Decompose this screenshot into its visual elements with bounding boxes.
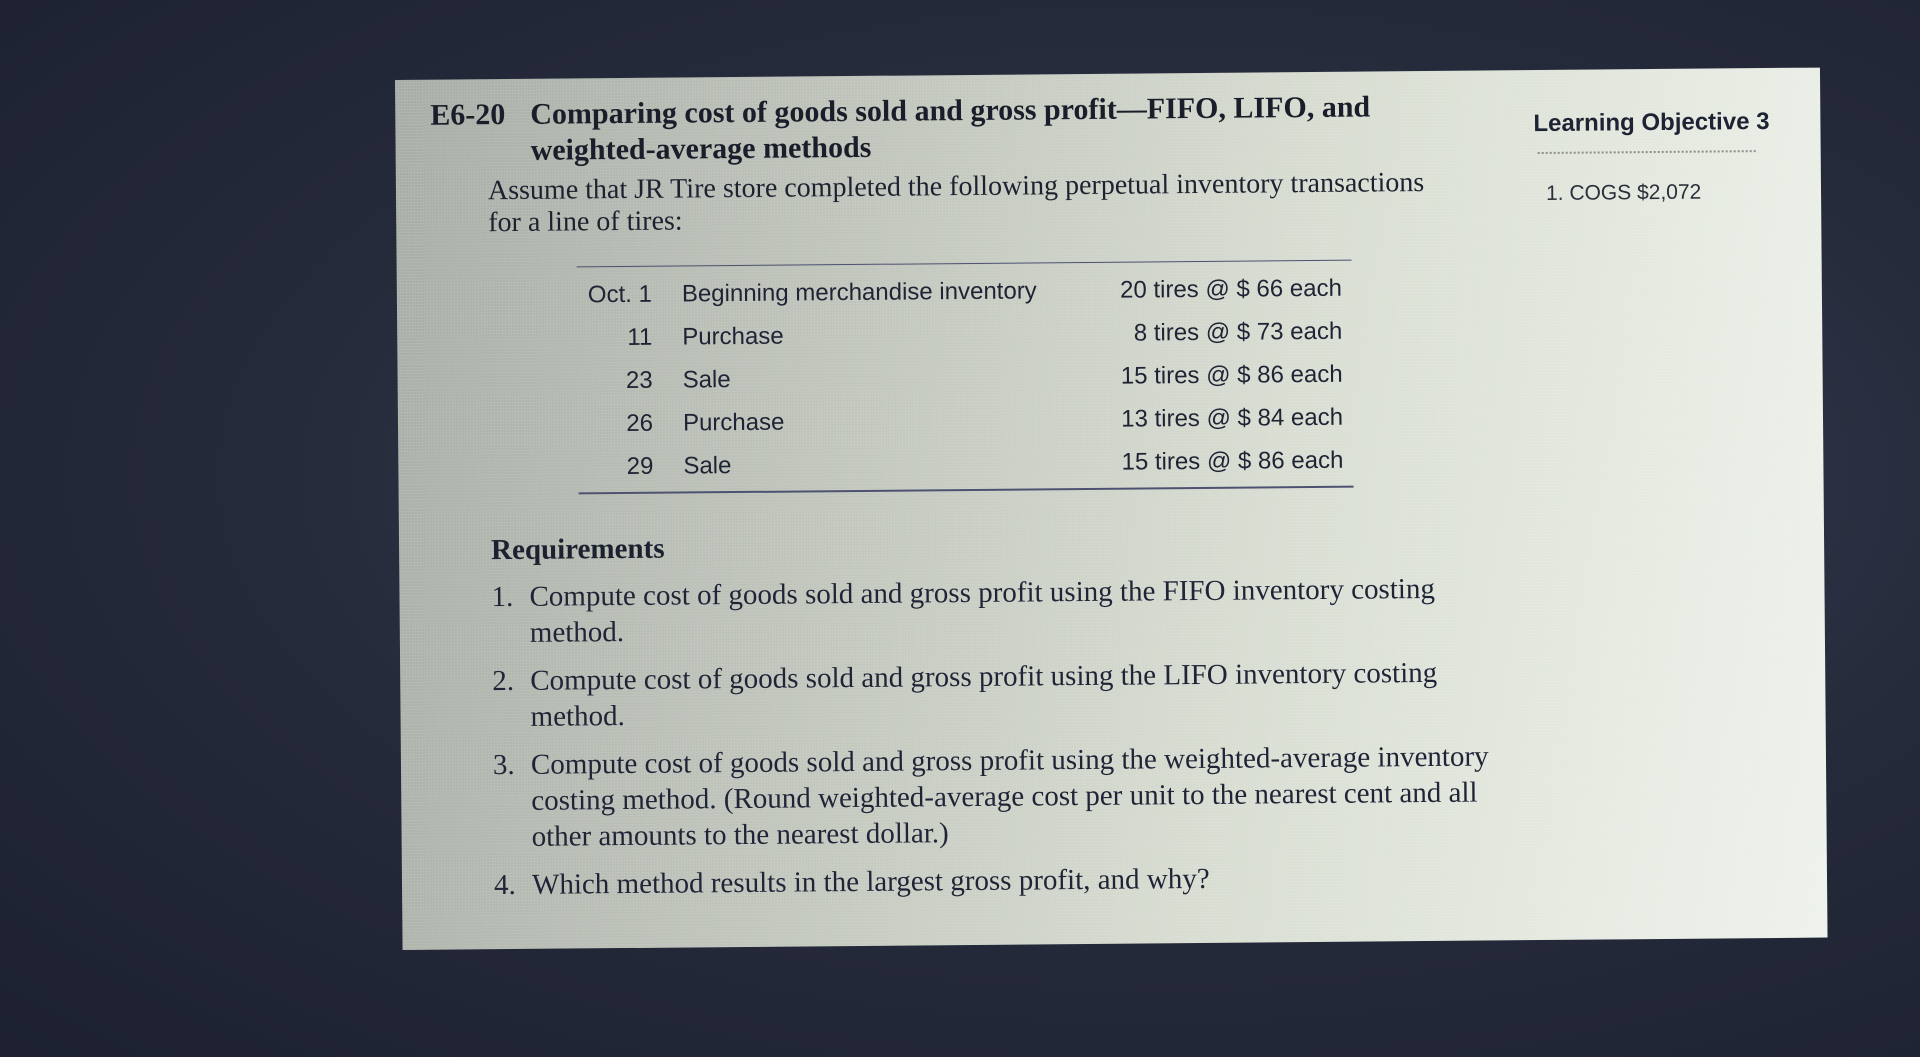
list-item xyxy=(491,570,1502,651)
transaction-quantity: 8 tires @ $ 73 each xyxy=(1133,317,1343,347)
exercise-title xyxy=(430,89,1441,170)
transaction-description: Purchase xyxy=(682,408,785,436)
requirement-text: Compute cost of goods sold and gross profit using the LIFO inventory costing method. xyxy=(530,656,1438,733)
learning-objective-label: Learning Objective 3 xyxy=(1533,108,1770,138)
table-row xyxy=(577,353,1352,403)
transaction-description: Beginning merchandise inventory xyxy=(681,276,1037,308)
transaction-quantity: 15 tires @ $ 86 each xyxy=(1121,446,1344,476)
transaction-quantity: 13 tires @ $ 84 each xyxy=(1121,403,1344,433)
list-item xyxy=(493,738,1504,855)
exercise-number: E6-20 xyxy=(430,98,506,132)
table-row xyxy=(578,396,1353,446)
transaction-date: 26 xyxy=(626,409,654,437)
transaction-date: 29 xyxy=(626,452,654,480)
table-row xyxy=(578,439,1353,489)
transaction-date: Oct. 1 xyxy=(587,280,652,308)
list-item xyxy=(494,858,1504,903)
requirement-number: 3. xyxy=(492,748,515,782)
requirement-number: 4. xyxy=(493,868,516,902)
requirements-heading: Requirements xyxy=(490,532,665,567)
transaction-quantity: 20 tires @ $ 66 each xyxy=(1119,274,1342,304)
intro-paragraph xyxy=(488,166,1499,239)
transaction-date: 23 xyxy=(625,366,653,394)
requirement-text: Compute cost of goods sold and gross profit using the FIFO inventory costing method. xyxy=(529,572,1436,649)
requirements-list xyxy=(491,570,1504,915)
requirement-text: Compute cost of goods sold and gross profit using the weighted-average inventory costing method. (Round weighted-average cost per unit to the nearest cent and all other amounts to the nearest dollar.) xyxy=(530,740,1489,853)
textbook-page xyxy=(395,68,1828,950)
list-item xyxy=(492,654,1503,735)
transaction-description: Sale xyxy=(683,451,732,479)
answer-hint: 1. COGS $2,072 xyxy=(1545,180,1702,205)
exercise-title-line2: weighted-average methods xyxy=(530,130,872,167)
table-row xyxy=(577,310,1352,360)
transactions-table xyxy=(577,260,1354,495)
requirement-number: 1. xyxy=(491,580,514,614)
intro-line1: Assume that JR Tire store completed the following perpetual inventory transactions xyxy=(487,167,1425,207)
exercise-title-line1: Comparing cost of goods sold and gross profit—FIFO, LIFO, and xyxy=(530,90,1371,131)
transaction-description: Sale xyxy=(682,365,731,394)
table-row xyxy=(577,267,1352,317)
requirement-number: 2. xyxy=(492,664,515,698)
learning-objective-divider xyxy=(1538,150,1756,154)
requirement-text: Which method results in the largest gross profit, and why? xyxy=(531,862,1210,901)
transaction-quantity: 15 tires @ $ 86 each xyxy=(1120,360,1343,390)
transaction-date: 11 xyxy=(627,323,653,351)
transaction-description: Purchase xyxy=(682,322,784,351)
intro-line2: for a line of tires: xyxy=(488,205,683,239)
